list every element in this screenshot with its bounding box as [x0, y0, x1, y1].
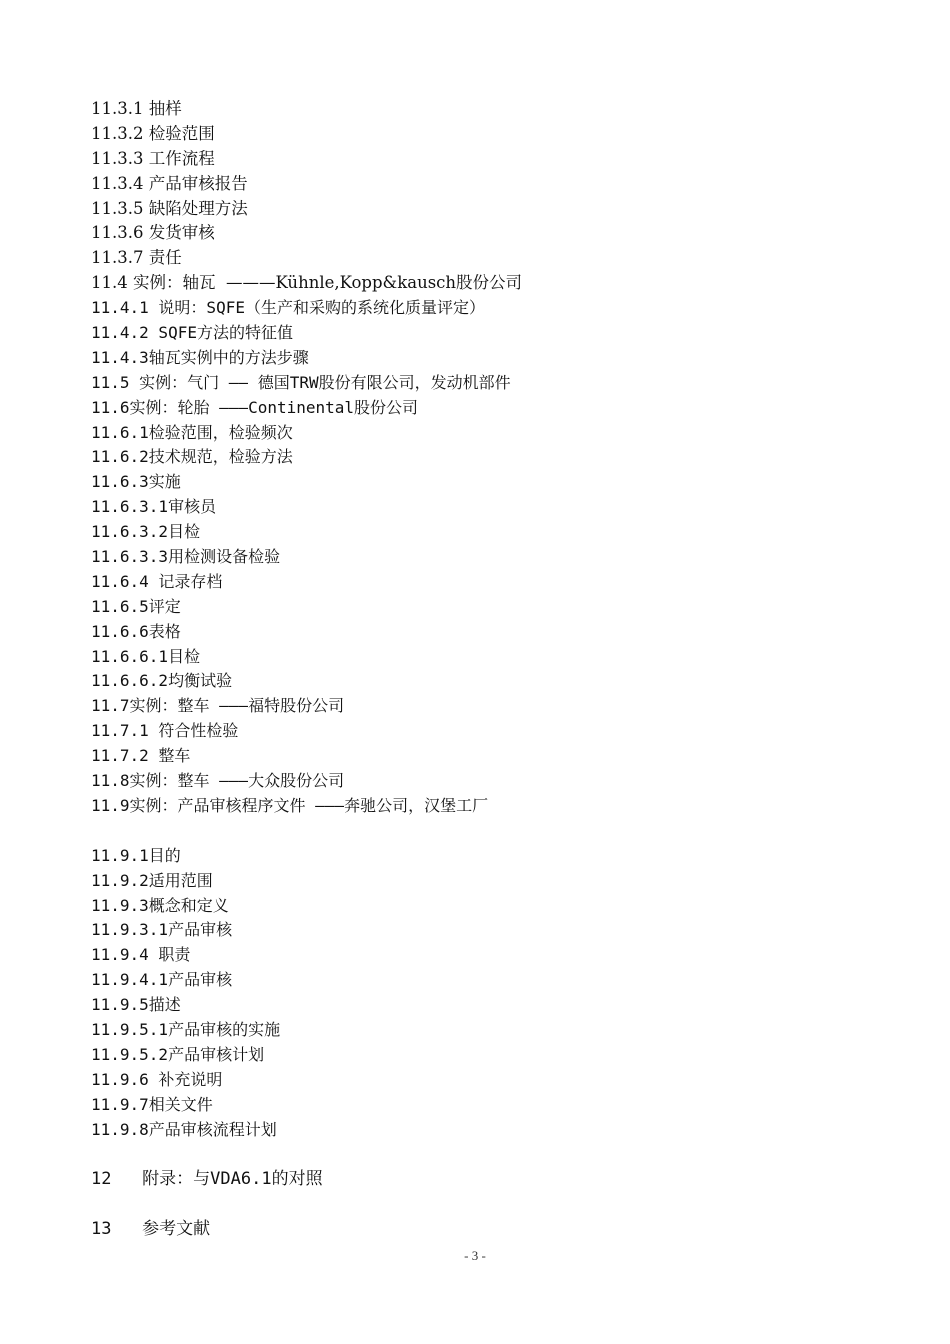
toc-entry-11-6-3-2: 11.6.3.2目检	[91, 522, 201, 542]
toc-entry-11-6-4: 11.6.4 记录存档	[91, 571, 223, 591]
toc-entry-11-9-4: 11.9.4 职责	[91, 945, 191, 965]
toc-chapter-13: 13 参考文献	[91, 1219, 211, 1240]
toc-entry-11-9-2: 11.9.2适用范围	[91, 870, 213, 890]
toc-entry-11-8: 11.8实例：整车 ———大众股份公司	[91, 771, 345, 791]
toc-entry-11-9: 11.9实例：产品审核程序文件 ———奔驰公司，汉堡工厂	[91, 795, 489, 815]
toc-entry-11-7: 11.7实例：整车 ———福特股份公司	[91, 696, 345, 716]
table-of-contents	[91, 97, 911, 1242]
toc-entry-11-4-2: 11.4.2 SQFE方法的特征值	[91, 323, 293, 343]
toc-chapter-12: 12 附录：与VDA6.1的对照	[91, 1169, 323, 1190]
toc-entry-11-4: 11.4 实例：轴瓦 ———Kühnle,Kopp&kausch股份公司	[91, 273, 523, 293]
toc-entry-11-6-2: 11.6.2技术规范，检验方法	[91, 447, 293, 467]
toc-entry-11-6-6-1: 11.6.6.1目检	[91, 646, 201, 666]
blank-line	[91, 1142, 911, 1167]
toc-entry-11-6-1: 11.6.1检验范围，检验频次	[91, 422, 293, 442]
toc-entry-11-9-1: 11.9.1目的	[91, 845, 181, 865]
toc-entry-11-3-1: 11.3.1 抽样	[91, 99, 182, 118]
toc-entry-11-9-5-1: 11.9.5.1产品审核的实施	[91, 1019, 281, 1039]
page-number: - 3 -	[464, 1248, 486, 1263]
toc-entry-11-6-3-1: 11.6.3.1审核员	[91, 497, 217, 517]
toc-entry-11-6-5: 11.6.5评定	[91, 596, 181, 616]
toc-entry-11-6-3-3: 11.6.3.3用检测设备检验	[91, 547, 281, 567]
blank-line	[91, 819, 911, 844]
toc-entry-11-6-3: 11.6.3实施	[91, 472, 181, 492]
toc-entry-11-3-5: 11.3.5 缺陷处理方法	[91, 198, 248, 218]
toc-entry-11-3-2: 11.3.2 检验范围	[91, 123, 215, 143]
toc-entry-11-3-4: 11.3.4 产品审核报告	[91, 173, 248, 193]
toc-entry-11-4-1: 11.4.1 说明：SQFE（生产和采购的系统化质量评定）	[91, 298, 485, 318]
toc-entry-11-3-6: 11.3.6 发货审核	[91, 223, 215, 243]
toc-entry-11-5: 11.5 实例：气门 —— 德国TRW股份有限公司，发动机部件	[91, 372, 511, 392]
toc-entry-11-7-1: 11.7.1 符合性检验	[91, 721, 239, 741]
toc-entry-11-9-8: 11.9.8产品审核流程计划	[91, 1119, 277, 1139]
toc-entry-11-4-3: 11.4.3轴瓦实例中的方法步骤	[91, 347, 309, 367]
toc-entry-11-9-6: 11.9.6 补充说明	[91, 1069, 223, 1089]
toc-entry-11-9-3-1: 11.9.3.1产品审核	[91, 920, 233, 940]
toc-entry-11-7-2: 11.7.2 整车	[91, 746, 191, 766]
toc-entry-11-9-5-2: 11.9.5.2产品审核计划	[91, 1044, 265, 1064]
toc-entry-11-6: 11.6实例：轮胎 ———Continental股份公司	[91, 397, 419, 417]
toc-entry-11-3-3: 11.3.3 工作流程	[91, 148, 215, 168]
toc-entry-11-9-3: 11.9.3概念和定义	[91, 895, 229, 915]
toc-entry-11-3-7: 11.3.7 责任	[91, 248, 182, 268]
toc-entry-11-9-4-1: 11.9.4.1产品审核	[91, 970, 233, 990]
toc-entry-11-6-6: 11.6.6表格	[91, 621, 181, 641]
toc-entry-11-9-5: 11.9.5描述	[91, 995, 181, 1015]
toc-entry-11-9-7: 11.9.7相关文件	[91, 1094, 213, 1114]
toc-entry-11-6-6-2: 11.6.6.2均衡试验	[91, 671, 233, 691]
blank-line	[91, 1192, 911, 1217]
